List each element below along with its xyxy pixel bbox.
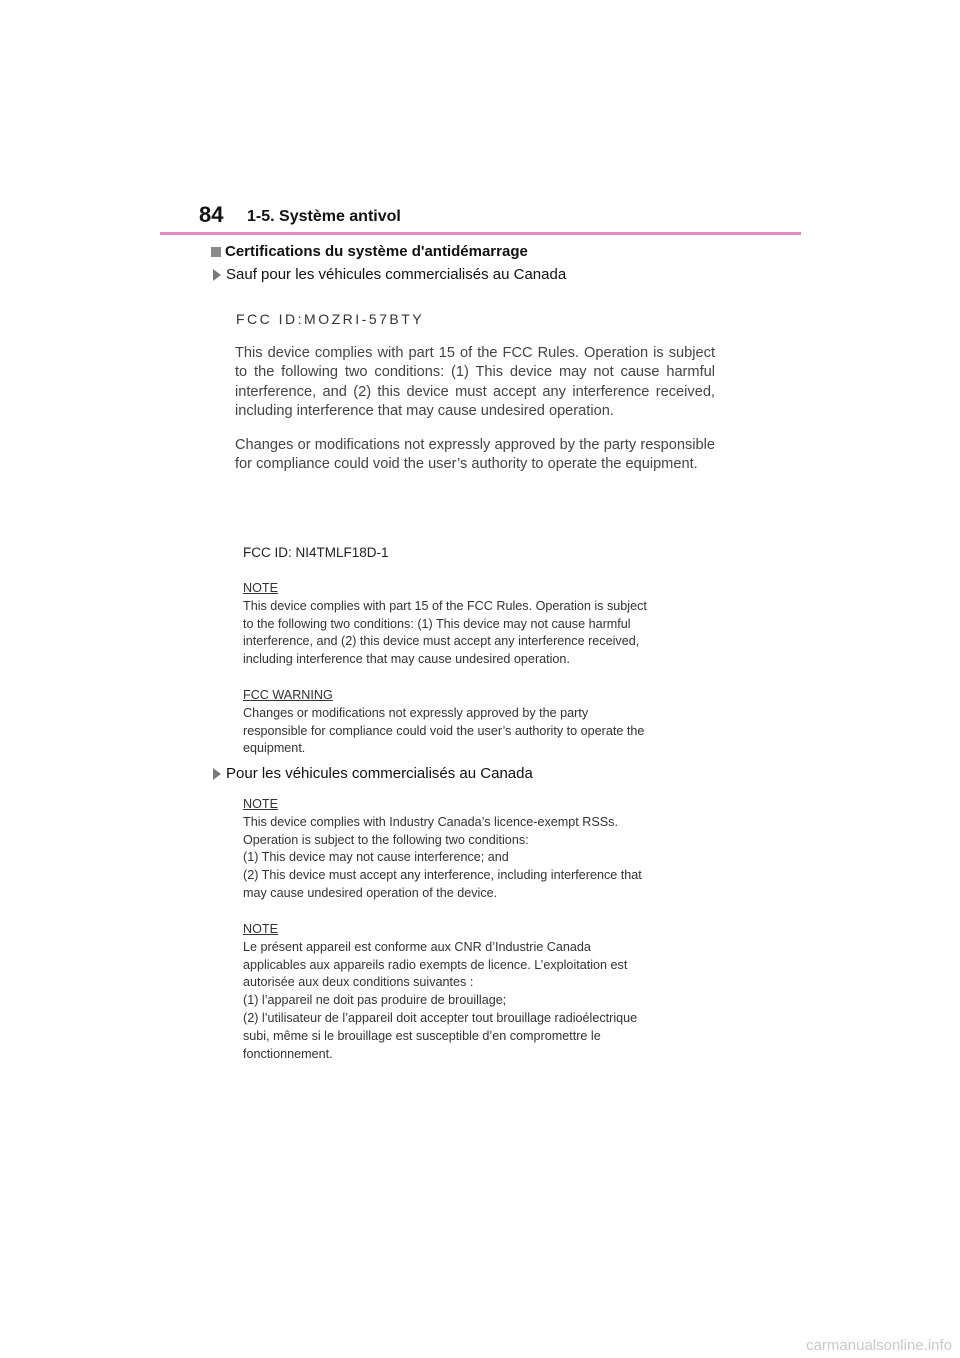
section-heading	[211, 243, 528, 260]
fcc-compliance-paragraph: This device complies with part 15 of the FCC Rules. Operation is subject to the following two conditions: (1) This device may not cause harmful interference, and (2) this device must accept any interference received, including interference that may cause undesired operation.	[235, 345, 715, 420]
arrow-bullet-icon	[213, 768, 221, 780]
bullet-outside-canada	[213, 266, 566, 283]
note-title: NOTE	[243, 922, 278, 936]
fcc-changes-paragraph: Changes or modifications not expressly approved by the party responsible for compliance could void the user’s authority to operate the equipment.	[235, 437, 715, 473]
arrow-bullet-icon	[213, 269, 221, 281]
bullet-text: Sauf pour les véhicules commercialisés au Canada	[226, 266, 567, 283]
watermark: carmanualsonline.info	[806, 1337, 952, 1354]
page-number: 84	[199, 202, 224, 227]
warning-title: FCC WARNING	[243, 688, 333, 702]
header-divider	[160, 232, 801, 235]
fcc-warning-block	[243, 687, 715, 758]
square-bullet-icon	[211, 247, 221, 257]
note-title: NOTE	[243, 581, 278, 595]
section-heading-text: Certifications du système d'antidémarrage	[225, 243, 528, 260]
section-title: 1-5. Système antivol	[247, 208, 401, 225]
note-title: NOTE	[243, 797, 278, 811]
fcc-id-2: FCC ID: NI4TMLF18D-1	[243, 545, 389, 560]
fcc-id-1: FCC ID:MOZRI-57BTY	[236, 311, 425, 327]
note-text: This device complies with part 15 of the FCC Rules. Operation is subject to the following two conditions: (1) This device may not cause harmful interference, and (2) this device must accept any interference received, including interference that may cause undesired operation.	[243, 598, 647, 667]
bullet-canada	[213, 765, 533, 782]
warning-text: Changes or modifications not expressly approved by the party responsible for compliance could void the user’s authority to operate the equipment.	[243, 705, 645, 756]
note-text: This device complies with Industry Canada’s licence-exempt RSSs. Operation is subject to the following two conditions: (1) This device may not cause interference; and (2) This device must accept any interference, including interference that may cause undesired operation of the device.	[243, 814, 642, 900]
canada-note-french	[243, 921, 715, 1063]
fcc-note-block	[243, 580, 715, 669]
note-text: Le présent appareil est conforme aux CNR d’Industrie Canada applicables aux appareils radio exempts de licence. L’exploitation est autorisée aux deux conditions suivantes : (1) l’appareil ne doit pas produire de brouillage; (2) l’utilisateur de l’appareil doit accepter tout brouillage radioélectrique subi, même si le brouillage est susceptible d’en compromettre le fonctionnement.	[243, 939, 638, 1061]
bullet-text: Pour les véhicules commercialisés au Canada	[226, 765, 533, 782]
canada-note-english	[243, 796, 715, 903]
